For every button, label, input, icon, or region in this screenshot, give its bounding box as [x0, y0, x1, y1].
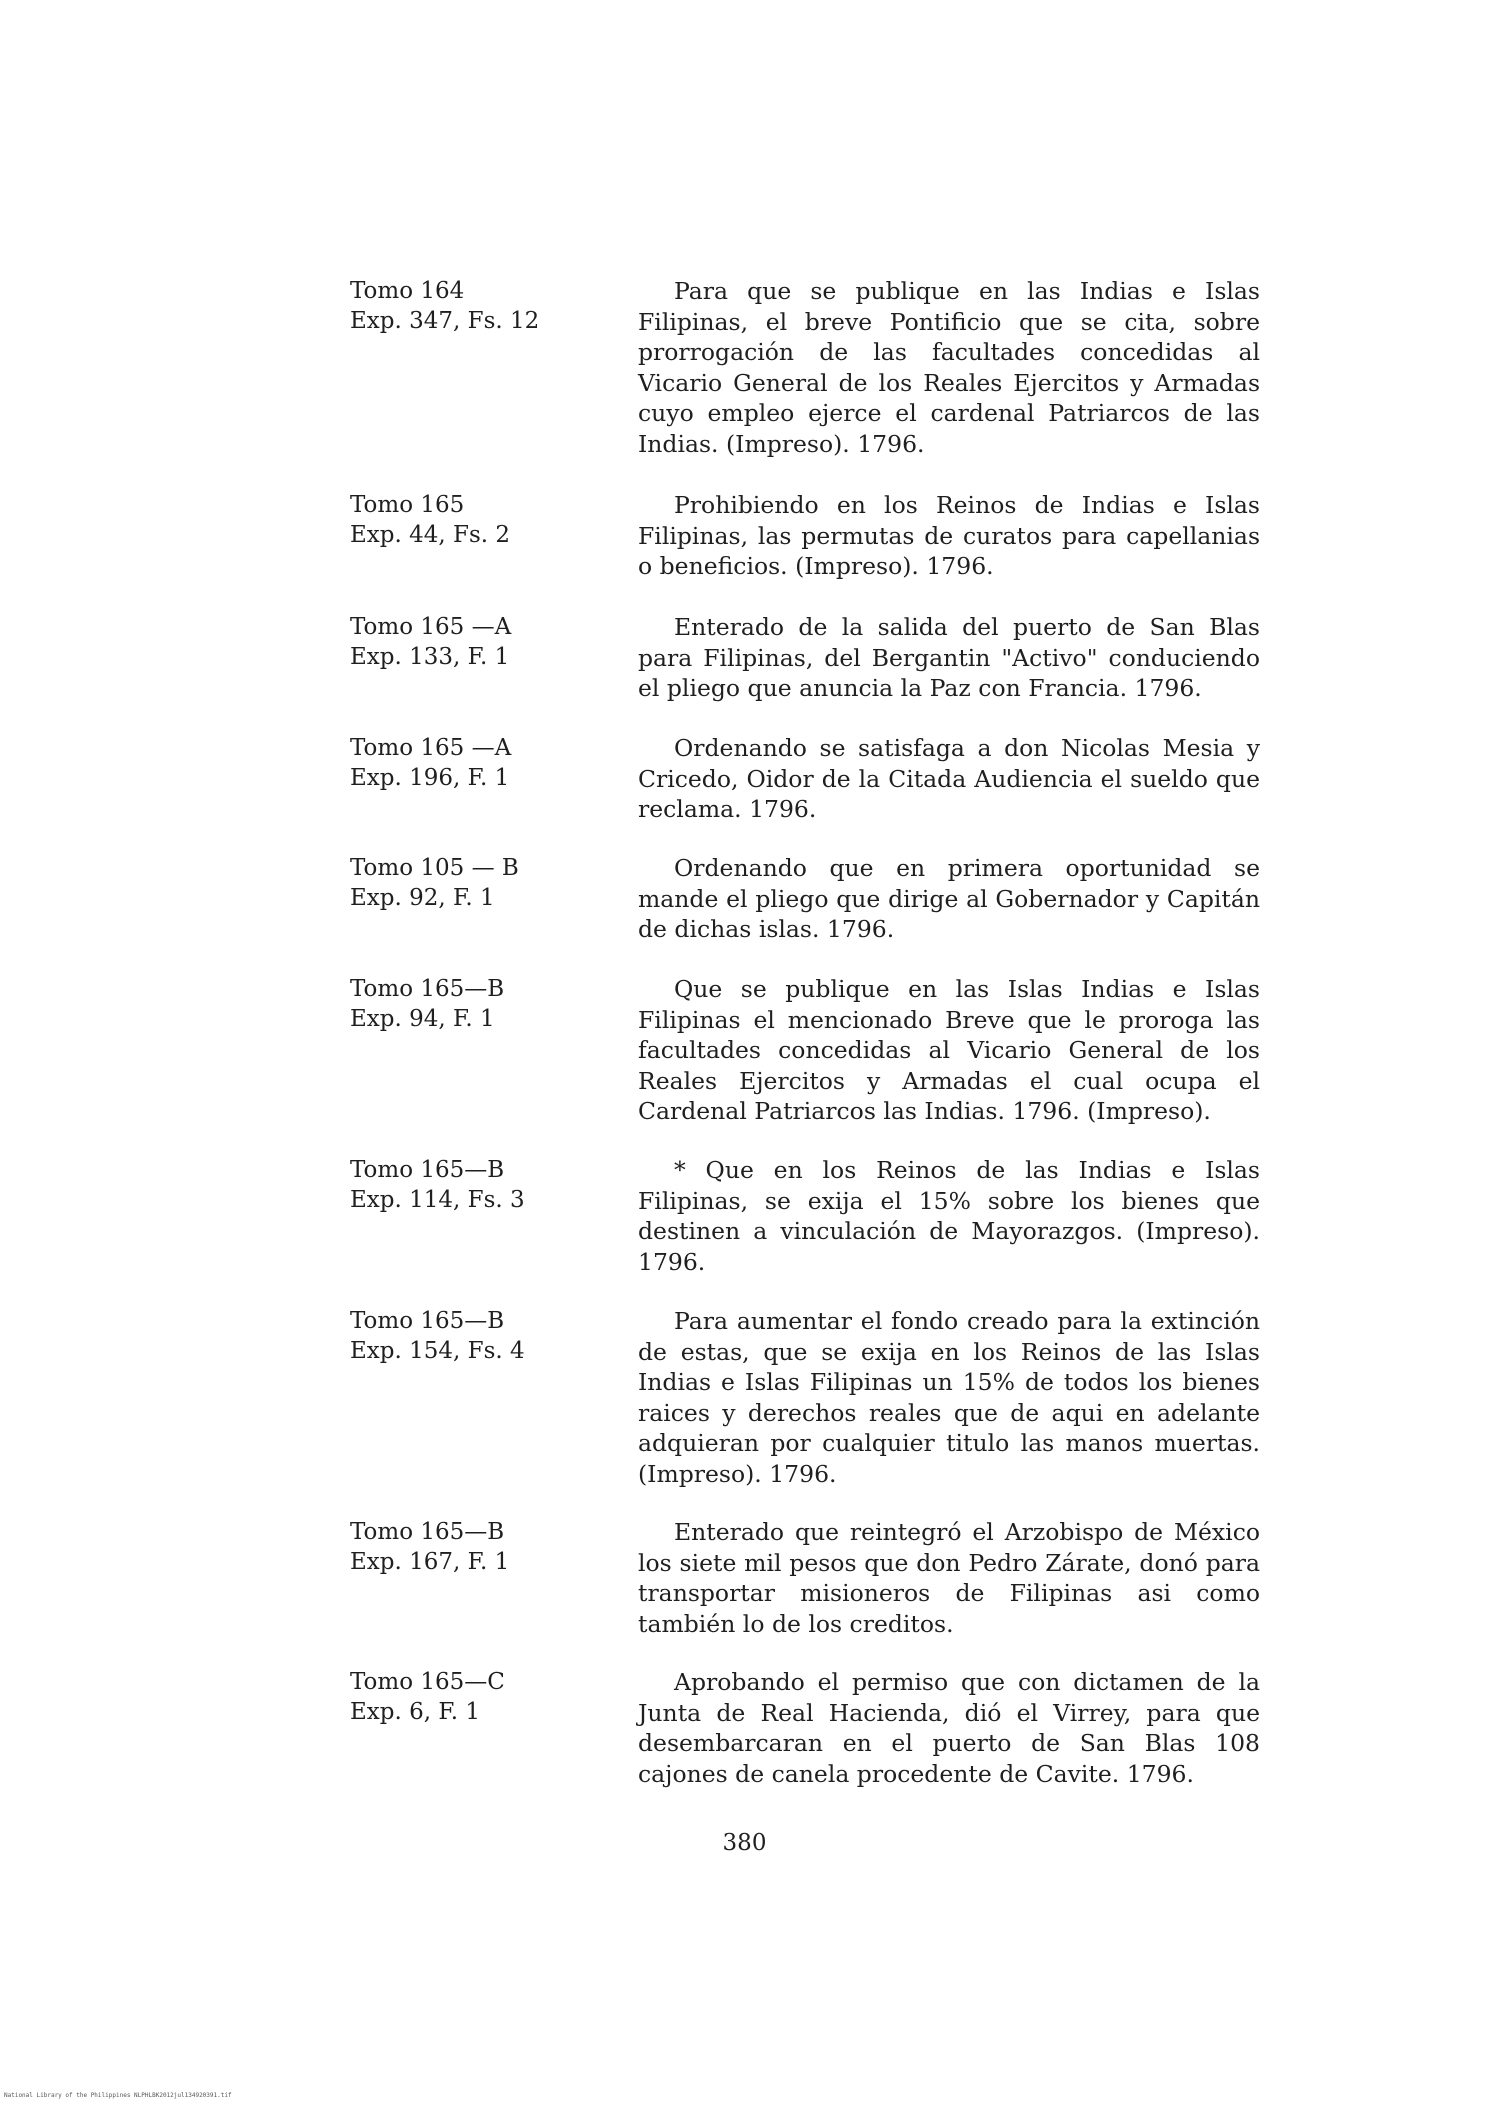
entry-reference [350, 490, 580, 550]
expediente-label: Exp. 114, Fs. 3 [350, 1187, 525, 1213]
entry-reference [350, 1155, 580, 1215]
entry-reference [350, 853, 580, 913]
tomo-label: Tomo 165 —A [350, 735, 512, 761]
expediente-label: Exp. 94, F. 1 [350, 1006, 495, 1032]
expediente-label: Exp. 44, Fs. 2 [350, 522, 511, 548]
expediente-label: Exp. 92, F. 1 [350, 885, 495, 911]
tomo-label: Tomo 165—B [350, 1157, 505, 1183]
entry-description: Para aumentar el fondo creado para la extinción de estas, que se exija en los Reinos de las Islas Indias e Islas Filipinas un 15% de todos los bienes raices y derechos reales que de aqui en adelante adquieran por cualquier titulo las manos muertas. (Impreso). 1796. [638, 1307, 1260, 1488]
expediente-label: Exp. 133, F. 1 [350, 644, 510, 670]
entry-reference [350, 1306, 580, 1366]
tomo-label: Tomo 165 —A [350, 614, 512, 640]
entry-reference [350, 612, 580, 672]
expediente-label: Exp. 6, F. 1 [350, 1699, 480, 1725]
entry-description: Prohibiendo en los Reinos de Indias e Islas Filipinas, las permutas de curatos para capellanias o beneficios. (Impreso). 1796. [638, 491, 1260, 580]
tomo-label: Tomo 164 [350, 278, 465, 304]
entry-description: Enterado que reintegró el Arzobispo de México los siete mil pesos que don Pedro Zárate, donó para transportar misioneros de Filipinas asi como también lo de los creditos. [638, 1518, 1260, 1638]
expediente-label: Exp. 154, Fs. 4 [350, 1338, 525, 1364]
page-number: 380 [722, 1830, 767, 1856]
entry-description: Enterado de la salida del puerto de San Blas para Filipinas, del Bergantin "Activo" conduciendo el pliego que anuncia la Paz con Francia. 1796. [638, 613, 1260, 702]
entry-reference [350, 733, 580, 793]
entry-reference [350, 1517, 580, 1577]
tomo-label: Tomo 165—B [350, 1308, 505, 1334]
tomo-label: Tomo 165—C [350, 1669, 505, 1695]
tomo-label: Tomo 165—B [350, 1519, 505, 1545]
entry-reference [350, 276, 580, 336]
expediente-label: Exp. 167, F. 1 [350, 1549, 510, 1575]
entry-reference [350, 1667, 580, 1727]
entry-description: Ordenando se satisfaga a don Nicolas Mesia y Cricedo, Oidor de la Citada Audiencia el sueldo que reclama. 1796. [638, 734, 1260, 823]
entry-description: Para que se publique en las Indias e Islas Filipinas, el breve Pontificio que se cita, sobre prorrogación de las facultades concedidas al Vicario General de los Reales Ejercitos y Armadas cuyo empleo ejerce el cardenal Patriarcos de las Indias. (Impreso). 1796. [638, 277, 1260, 458]
entry-description: Ordenando que en primera oportunidad se mande el pliego que dirige al Gobernador y Capitán de dichas islas. 1796. [638, 854, 1260, 943]
tomo-label: Tomo 165—B [350, 976, 505, 1002]
expediente-label: Exp. 347, Fs. 12 [350, 308, 540, 334]
expediente-label: Exp. 196, F. 1 [350, 765, 510, 791]
entry-description: Que se publique en las Islas Indias e Islas Filipinas el mencionado Breve que le proroga las facultades concedidas al Vicario General de los Reales Ejercitos y Armadas el cual ocupa el Cardenal Patriarcos las Indias. 1796. (Impreso). [638, 975, 1260, 1125]
tomo-label: Tomo 105 — B [350, 855, 519, 881]
entry-reference [350, 974, 580, 1034]
entry-description: * Que en los Reinos de las Indias e Islas Filipinas, se exija el 15% sobre los bienes que destinen a vinculación de Mayorazgos. (Impreso). 1796. [638, 1156, 1260, 1276]
tomo-label: Tomo 165 [350, 492, 465, 518]
scan-footer: National Library of the Philippines NLPHLBK2012jul134920391.tif [4, 2092, 232, 2099]
entry-description: Aprobando el permiso que con dictamen de la Junta de Real Hacienda, dió el Virrey, para que desembarcaran en el puerto de San Blas 108 cajones de canela procedente de Cavite. 1796. [638, 1668, 1260, 1788]
